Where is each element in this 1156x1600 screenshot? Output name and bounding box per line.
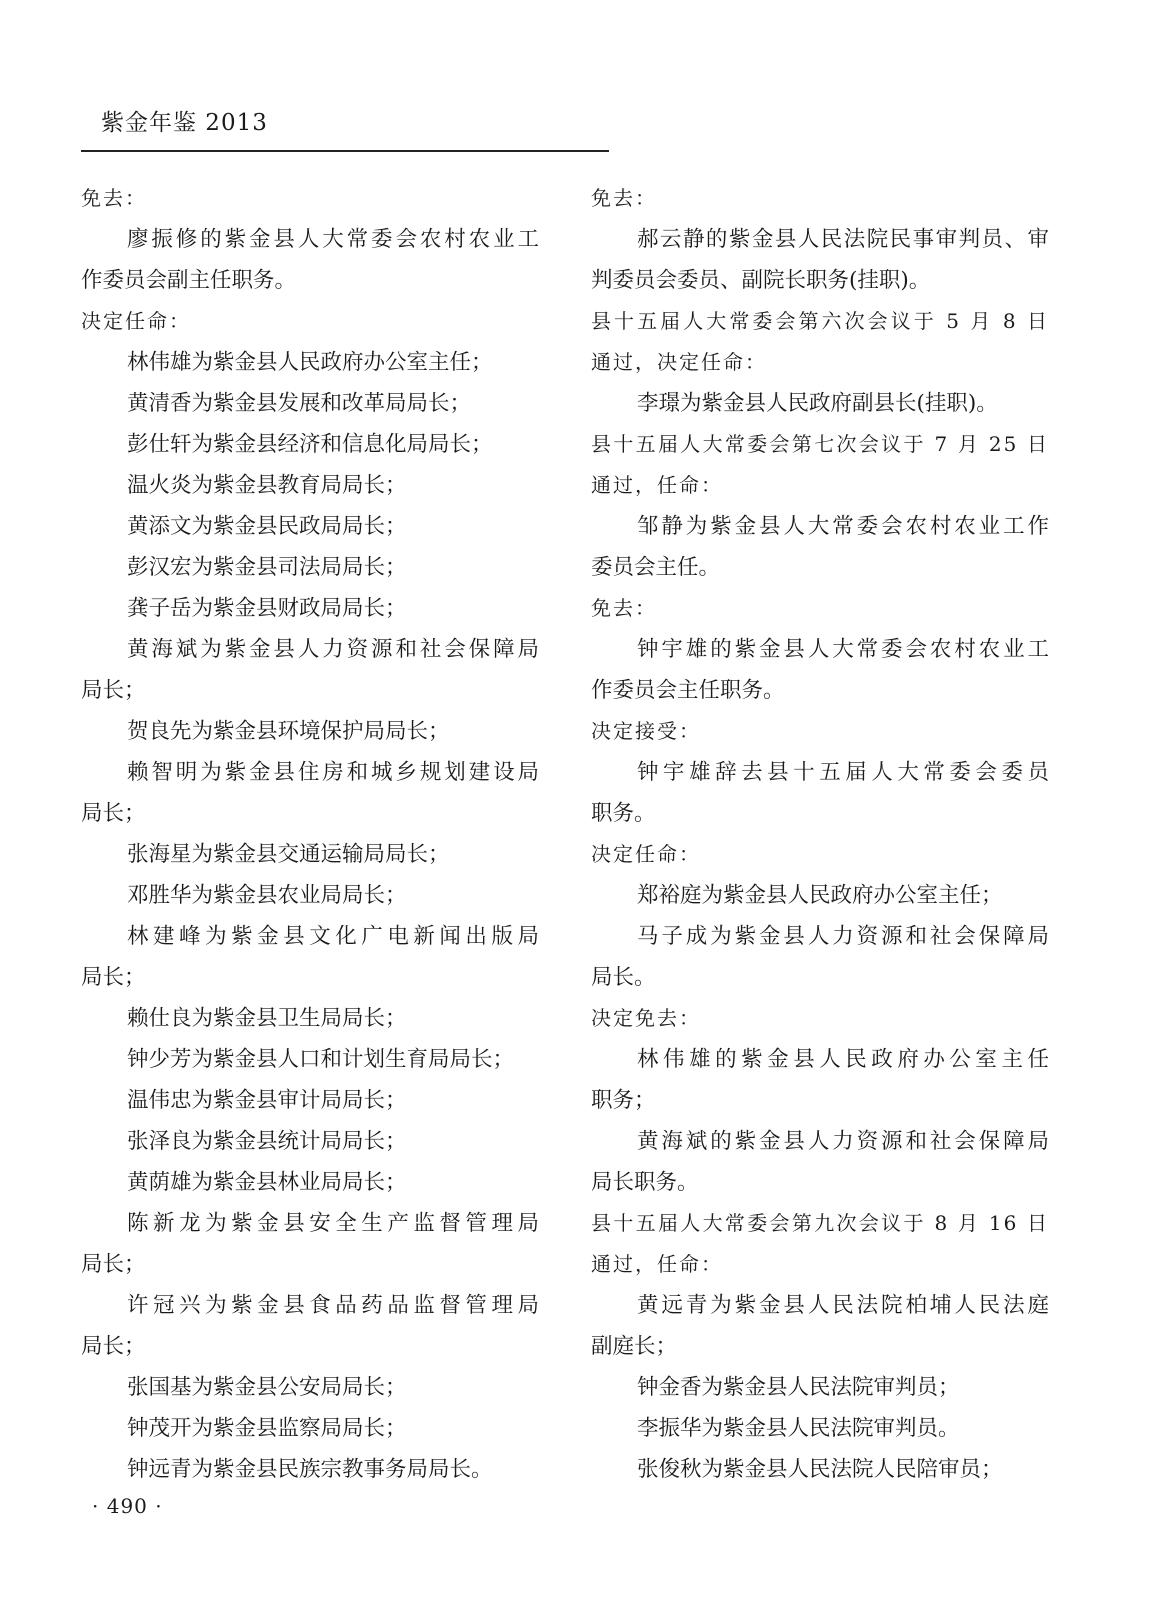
text-line: 贺良先为紫金县环境保护局局长； [127, 719, 450, 744]
text-line: 张海星为紫金县交通运输局局长； [127, 842, 450, 867]
text-line: 局长； [81, 965, 146, 990]
text-line: 钟宇雄的紫金县人大常委会农村农业工 [637, 637, 1049, 662]
section-heading: 免去： [81, 186, 147, 210]
text-line: 钟少芳为紫金县人口和计划生育局局长； [127, 1047, 515, 1072]
text-line: 邓胜华为紫金县农业局局长； [127, 883, 407, 908]
text-line: 判委员会委员、副院长职务(挂职)。 [591, 268, 931, 293]
text-line: 马子成为紫金县人力资源和社会保障局 [637, 924, 1049, 949]
left-column [81, 178, 539, 1490]
section-heading: 决定免去： [591, 1006, 701, 1030]
text-line: 作委员会副主任职务。 [81, 268, 297, 293]
text-line: 黄添文为紫金县民政局局长； [127, 514, 407, 539]
text-line: 局长。 [591, 965, 656, 990]
text-line: 张俊秋为紫金县人民法院人民陪审员； [637, 1457, 1003, 1482]
section-heading: 通过，决定任命： [591, 350, 767, 374]
text-line: 郝云静的紫金县人民法院民事审判员、审 [637, 227, 1049, 252]
text-line: 钟宇雄辞去县十五届人大常委会委员 [637, 760, 1049, 785]
page-number: · 490 · [92, 1494, 163, 1518]
text-line: 李振华为紫金县人民法院审判员。 [637, 1416, 960, 1441]
right-column [591, 178, 1049, 1490]
text-line: 林伟雄为紫金县人民政府办公室主任； [127, 350, 493, 375]
text-line: 廖振修的紫金县人大常委会农村农业工 [127, 227, 539, 252]
text-line: 局长职务。 [591, 1170, 699, 1195]
section-heading: 通过，任命： [591, 1252, 723, 1276]
text-line: 郑裕庭为紫金县人民政府办公室主任； [637, 883, 1003, 908]
text-line: 黄清香为紫金县发展和改革局局长； [127, 391, 472, 416]
text-line: 钟茂开为紫金县监察局局长； [127, 1416, 407, 1441]
text-line: 李璟为紫金县人民政府副县长(挂职)。 [637, 391, 998, 416]
text-line: 张国基为紫金县公安局局长； [127, 1375, 407, 1400]
section-heading: 免去： [591, 186, 657, 210]
text-line: 陈新龙为紫金县安全生产监督管理局 [127, 1211, 539, 1236]
section-heading: 决定任命： [81, 309, 191, 333]
text-line: 温火炎为紫金县教育局局长； [127, 473, 407, 498]
text-line: 局长； [81, 678, 146, 703]
text-line: 职务。 [591, 801, 656, 826]
text-line: 黄远青为紫金县人民法院柏埔人民法庭 [637, 1293, 1049, 1318]
header-rule [81, 150, 609, 152]
text-line: 副庭长； [591, 1334, 678, 1359]
text-line: 温伟忠为紫金县审计局局长； [127, 1088, 407, 1113]
text-line: 作委员会主任职务。 [591, 678, 785, 703]
section-heading: 通过，任命： [591, 473, 723, 497]
text-line: 钟远青为紫金县民族宗教事务局局长。 [127, 1457, 493, 1482]
text-line: 许冠兴为紫金县食品药品监督管理局 [127, 1293, 539, 1318]
section-heading: 决定接受： [591, 719, 701, 743]
text-line: 龚子岳为紫金县财政局局长； [127, 596, 407, 621]
text-line: 钟金香为紫金县人民法院审判员； [637, 1375, 960, 1400]
meeting-line: 县十五届人大常委会第九次会议于 8 月 16 日 [591, 1211, 1049, 1235]
text-line: 赖智明为紫金县住房和城乡规划建设局 [127, 760, 539, 785]
text-line: 林伟雄的紫金县人民政府办公室主任 [637, 1047, 1049, 1072]
text-line: 职务； [591, 1088, 656, 1113]
text-line: 张泽良为紫金县统计局局长； [127, 1129, 407, 1154]
text-line: 黄海斌为紫金县人力资源和社会保障局 [127, 637, 539, 662]
text-line: 赖仕良为紫金县卫生局局长； [127, 1006, 407, 1031]
text-line: 局长； [81, 1252, 146, 1277]
text-line: 邹静为紫金县人大常委会农村农业工作 [637, 514, 1049, 539]
text-line: 局长； [81, 801, 146, 826]
text-line: 局长； [81, 1334, 146, 1359]
meeting-line: 县十五届人大常委会第六次会议于 5 月 8 日 [591, 309, 1049, 333]
running-header: 紫金年鉴 2013 [101, 110, 268, 136]
text-line: 委员会主任。 [591, 555, 721, 580]
text-line: 黄海斌的紫金县人力资源和社会保障局 [637, 1129, 1049, 1154]
text-line: 林建峰为紫金县文化广电新闻出版局 [127, 924, 539, 949]
section-heading: 免去： [591, 596, 657, 620]
text-line: 黄荫雄为紫金县林业局局长； [127, 1170, 407, 1195]
section-heading: 决定任命： [591, 842, 701, 866]
text-line: 彭仕轩为紫金县经济和信息化局局长； [127, 432, 493, 457]
meeting-line: 县十五届人大常委会第七次会议于 7 月 25 日 [591, 432, 1049, 456]
text-line: 彭汉宏为紫金县司法局局长； [127, 555, 407, 580]
